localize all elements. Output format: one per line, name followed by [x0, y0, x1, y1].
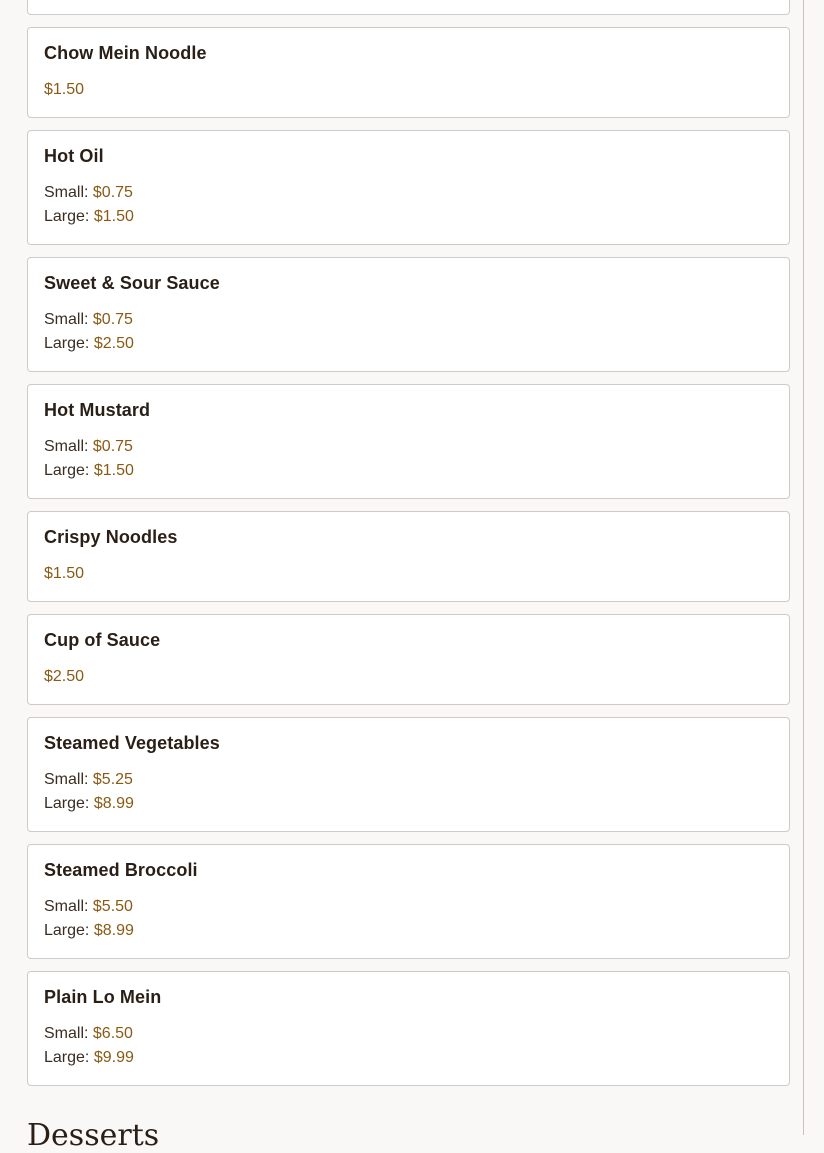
section-heading: Desserts	[27, 1118, 160, 1153]
menu-item-card	[27, 257, 790, 372]
menu-item-large-price: Large: $8.99	[44, 795, 134, 812]
menu-item-name: Cup of Sauce	[44, 630, 161, 650]
menu-item-card	[27, 614, 790, 705]
menu-item-small-price: Small: $5.25	[44, 771, 133, 788]
menu-item-name: Steamed Vegetables	[44, 733, 220, 753]
menu-item-name: Hot Mustard	[44, 400, 151, 420]
menu-item-large-price: Large: $8.99	[44, 922, 134, 939]
menu-item-small-price: Small: $0.75	[44, 184, 133, 201]
menu-item-name: Steamed Broccoli	[44, 860, 198, 880]
menu-item-card	[27, 27, 790, 118]
menu-item-large-price: Large: $1.50	[44, 208, 134, 225]
menu-item-large-price: Large: $2.50	[44, 335, 134, 352]
menu-item-large-price: Large: $1.50	[44, 462, 134, 479]
menu-item-price: $1.50	[44, 565, 85, 582]
menu-item-name: Crispy Noodles	[44, 527, 178, 547]
menu-item-small-price: Small: $0.75	[44, 438, 133, 455]
menu-item-card	[27, 130, 790, 245]
menu-item-card-partial	[27, 0, 790, 15]
menu-item-small-price: Small: $0.75	[44, 311, 133, 328]
menu-item-card	[27, 971, 790, 1086]
menu-item-large-price: Large: $9.99	[44, 1049, 134, 1066]
menu-item-name: Hot Oil	[44, 146, 104, 166]
menu-item-price: $1.50	[44, 81, 85, 98]
menu-item-name: Chow Mein Noodle	[44, 43, 207, 63]
menu-item-card	[27, 717, 790, 832]
menu-item-card	[27, 511, 790, 602]
menu-item-price: $2.50	[44, 668, 85, 685]
menu-item-small-price: Small: $5.50	[44, 898, 133, 915]
menu-item-card	[27, 844, 790, 959]
menu-item-card	[27, 384, 790, 499]
scrollbar-edge[interactable]	[803, 0, 804, 1135]
menu-item-name: Sweet & Sour Sauce	[44, 273, 220, 293]
menu-item-small-price: Small: $6.50	[44, 1025, 133, 1042]
menu-item-name: Plain Lo Mein	[44, 987, 162, 1007]
